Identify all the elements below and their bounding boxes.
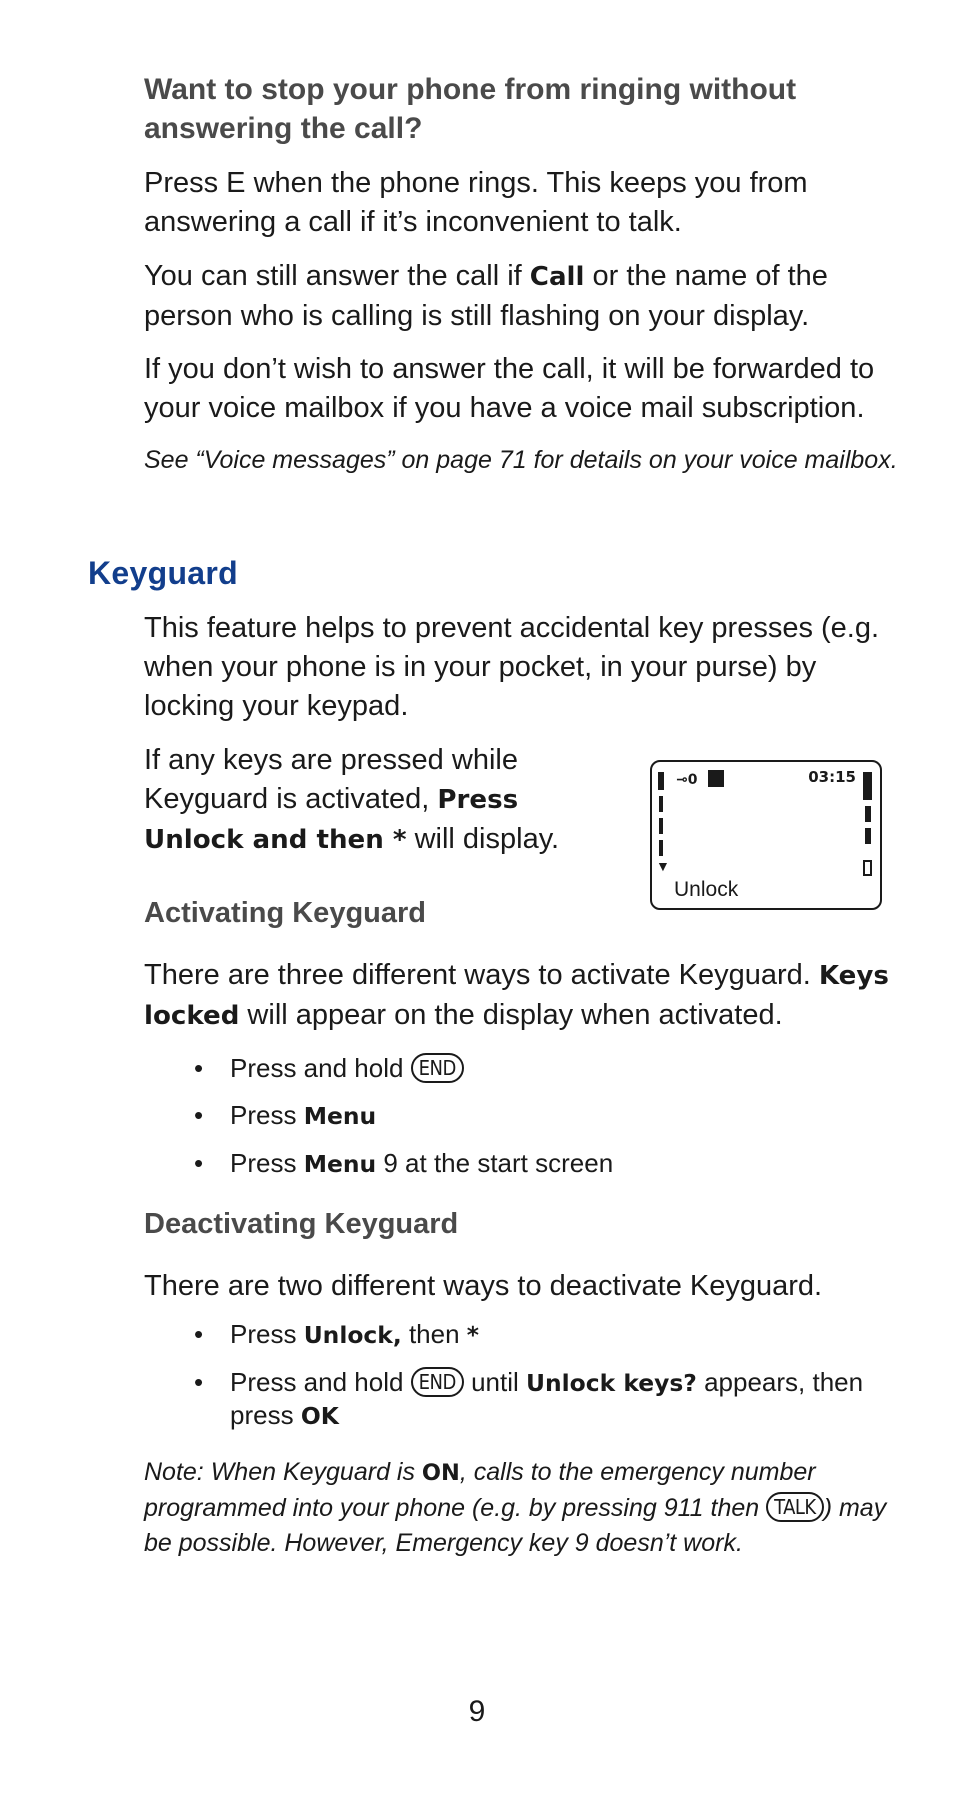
- text: Press: [230, 1319, 304, 1349]
- activating-intro: [144, 956, 904, 1036]
- page-number: 9: [468, 1695, 486, 1728]
- signal-bar: [659, 796, 663, 812]
- text: Press and hold: [230, 1053, 411, 1083]
- talk-key-icon: TALK: [766, 1492, 824, 1522]
- battery-bar: [863, 772, 872, 800]
- unlock-softkey-label: Unlock: [674, 878, 739, 901]
- keyguard-intro: This feature helps to prevent accidental key presses (e.g. when your phone is in your pocket, in your purse) by locking your keypad.: [144, 612, 880, 722]
- display-keyword-unlock-keys: Unlock keys?: [526, 1369, 697, 1397]
- activating-methods-list: [190, 1052, 910, 1180]
- battery-small-icon: [708, 770, 724, 787]
- keyguard-section-title: Keyguard: [88, 555, 238, 591]
- list-item: [190, 1052, 910, 1084]
- keyguard-pressed-paragraph: [144, 741, 624, 860]
- display-keyword-ok: OK: [300, 1402, 339, 1430]
- text: Press and hold: [230, 1367, 411, 1397]
- phone-display-illustration: [650, 760, 882, 910]
- battery-bar: [865, 806, 871, 822]
- list-item: [190, 1366, 910, 1432]
- display-keyword-menu: Menu: [303, 1150, 377, 1178]
- star-key-label: *: [466, 1321, 480, 1349]
- deactivating-keyguard-heading: Deactivating Keyguard: [144, 1208, 459, 1240]
- ringing-paragraph-3: If you don’t wish to answer the call, it will be forwarded to your voice mailbox if you have a voice mail subscription.: [144, 353, 875, 424]
- text: You can still answer the call if: [144, 260, 530, 292]
- signal-bar: [659, 840, 663, 856]
- see-voice-messages-note: See “Voice messages” on page 71 for details on your voice mailbox.: [144, 446, 898, 474]
- text: Note: When Keyguard is: [144, 1458, 422, 1486]
- list-item: [190, 1318, 910, 1351]
- battery-bar: [865, 828, 871, 844]
- deactivating-intro: There are two different ways to deactivate Keyguard.: [144, 1270, 823, 1302]
- text: or the name of the person who is calling is still flashing on your display.: [144, 260, 828, 332]
- deactivating-methods-list: [190, 1318, 910, 1432]
- display-keyword-on: ON: [421, 1460, 460, 1486]
- text: appears, then press: [230, 1367, 864, 1430]
- ringing-paragraph-2: [144, 257, 904, 336]
- text: Press: [230, 1100, 304, 1130]
- activating-keyguard-heading: Activating Keyguard: [144, 897, 426, 929]
- text: Press: [230, 1148, 304, 1178]
- display-keyword-keys-locked: Keys locked: [144, 961, 889, 1031]
- battery-icon: [863, 860, 872, 876]
- text: 9 at the start screen: [376, 1148, 614, 1178]
- display-keyword-menu: Menu: [303, 1102, 377, 1130]
- end-key-icon: END: [411, 1053, 464, 1083]
- text: ) may be possible. However, Emergency key 9 doesn’t work.: [144, 1494, 887, 1557]
- text: will appear on the display when activated.: [239, 999, 783, 1031]
- list-item: [190, 1099, 910, 1132]
- clock-time: 03:15: [808, 768, 856, 786]
- signal-bar: [658, 772, 664, 790]
- text: will display.: [406, 823, 560, 855]
- display-keyword-unlock: Unlock,: [303, 1321, 402, 1349]
- text: If any keys are pressed while Keyguard is activated,: [144, 744, 518, 815]
- ringing-paragraph-1: Press E when the phone rings. This keeps you from answering a call if it’s inconvenient to talk.: [144, 167, 808, 238]
- emergency-note: [144, 1455, 904, 1561]
- list-item: [190, 1147, 910, 1180]
- text: until: [463, 1367, 527, 1397]
- ringing-question-heading: Want to stop your phone from ringing without answering the call?: [144, 73, 797, 145]
- text: There are three different ways to activate Keyguard.: [144, 959, 819, 991]
- text: , calls to the emergency number programmed into your phone (e.g. by pressing 911 then: [144, 1458, 816, 1522]
- keylock-icon: ⊸0: [676, 772, 698, 788]
- display-keyword-press-unlock: Press Unlock and then *: [144, 785, 519, 855]
- display-keyword-call: Call: [529, 262, 585, 292]
- text: then: [401, 1319, 467, 1349]
- signal-bar: [659, 818, 663, 834]
- end-key-icon: END: [411, 1367, 464, 1397]
- antenna-icon: ▼: [656, 858, 670, 874]
